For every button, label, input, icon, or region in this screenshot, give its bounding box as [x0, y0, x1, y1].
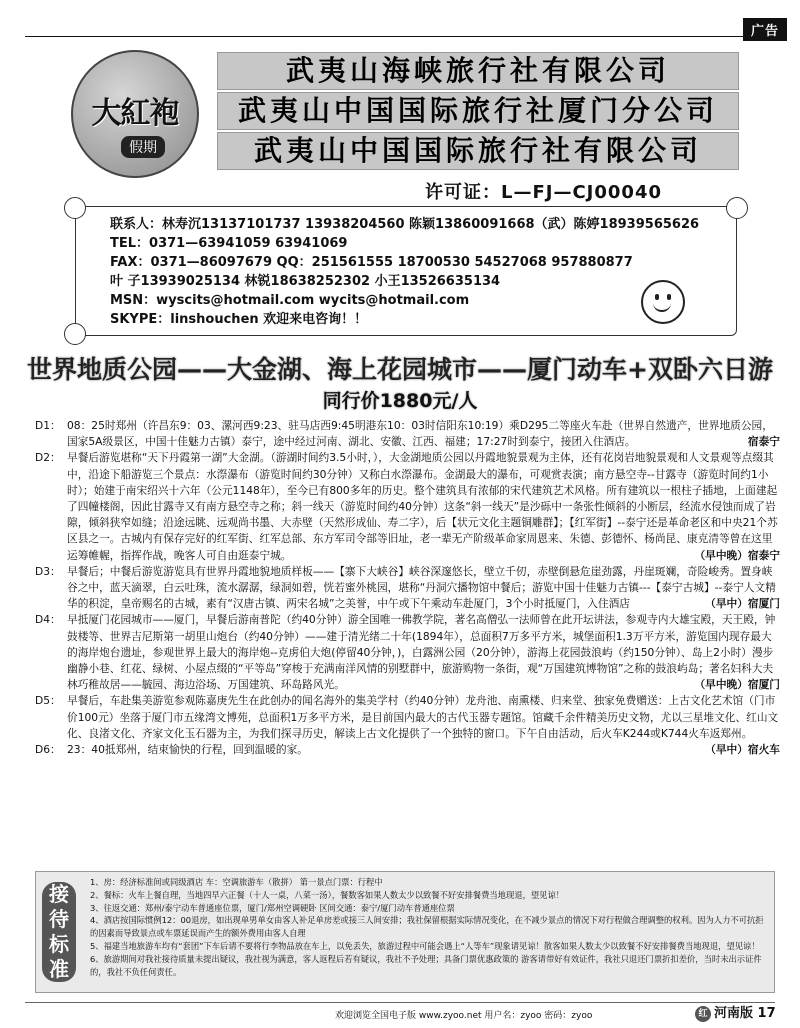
day-meals-lodging: （早中晚）宿厦门	[694, 678, 780, 692]
price: 同行价1880元/人	[322, 390, 478, 412]
license-number: 许可证：L—FJ—CJ00040	[425, 182, 662, 203]
day-meals-lodging: 宿泰宁	[747, 435, 780, 449]
ad-tag: 广告	[743, 18, 787, 41]
page-tag	[695, 1002, 776, 1022]
edition-label: 河南版	[714, 1006, 754, 1021]
day-label: D4：	[35, 613, 61, 627]
day-text: 早抵厦门花园城市——厦门，早餐后游南普陀（约40分钟）游全国唯一佛教学院，著名高僧弘一法师曾在此开坛讲法，参观寺内大雄宝殿，天王殿，钟鼓楼等、世界吉尼斯第一胡里山炮台（约40分钟）——建于清光绪二十年(1894年），总面积7万多平方米，城堡面积1.3万平方米，游览国内现存最大的海岸炮台遗址，参观世界上最大的海岸炮--克虏伯大炮(停留40分钟，)，白露洲公园（20分钟），游海上花园鼓浪屿（约150分钟）、岛上2小时）漫步幽静小巷、红花、绿树、小屋点缀的“平等岛”穿梭于充满南洋风情的别墅群中，旅游购物一条街，观“万国建筑博物馆”之称的鼓浪屿岛；著名妇科大夫林巧稚故居——毓园、海边浴场、万国建筑、环岛路风光。	[67, 613, 776, 692]
contact-fax-qq: FAX：0371—86097679 QQ：251561555 18700530 54527068 957880877	[110, 255, 633, 270]
standards-item: 1、房：经济标准间或同级酒店 车：空调旅游车（散拼） 第一景点门票：行程中	[90, 877, 383, 887]
itinerary-day	[35, 418, 780, 450]
contact-people-2: 叶 子13939025134 林锐18638252302 小王13526635134	[110, 274, 501, 289]
scroll-curl-icon	[64, 323, 86, 345]
day-label: D1：	[35, 419, 61, 432]
company-name-3: 武夷山中国国际旅行社有限公司	[217, 132, 739, 170]
day-meals-lodging: （早中）宿厦门	[705, 597, 780, 611]
page-frame	[5, 6, 795, 1022]
logo-subtitle: 假期	[121, 136, 165, 158]
scroll-curl-icon	[64, 197, 86, 219]
page-number: 17	[757, 1006, 776, 1021]
contact-msn: MSN：wyscits@hotmail.com wycits@hotmail.com	[110, 293, 470, 308]
logo-title: 大紅袍	[91, 96, 179, 131]
scroll-curl-icon	[726, 197, 748, 219]
contact-tel: TEL：0371—63941059 63941069	[110, 236, 348, 251]
itinerary-day	[35, 564, 780, 613]
day-text: 08：25时郑州（许昌东9：03、漯河西9:23、驻马店西9:45明港东10：03时信阳东10:19）乘D295二等座火车赴（世界自然遗产，世界地质公园，国家5A级景区，中国十佳魅力古镇）泰宁，途中经过河南、湖北、安徽、江西、福建；17:27时到泰宁，接团入住酒店。	[67, 419, 773, 449]
day-label: D3：	[35, 564, 61, 578]
day-label: D5：	[35, 694, 61, 708]
day-meals-lodging: （早中晚）宿泰宁	[694, 548, 780, 562]
standards-tag-char: 准	[49, 957, 69, 981]
route-title: 世界地质公园——大金湖、海上花园城市——厦门动车+双卧六日游	[27, 355, 773, 384]
standards-item: 6、旅游期间对我社接待质量未提出疑议，我社视为满意，客人返程后若有疑议，我社不予处理；具备门票优惠政策的 游客请带好有效证件，我社只退还门票折扣差价，当时未出示证件的，我社不负任何责任。	[90, 953, 762, 977]
contact-scroll	[75, 206, 737, 336]
brand-circle-icon: 红	[695, 1006, 711, 1022]
standards-item: 5、福建当地旅游车均有“套团”下车后请不要将行李物品放在车上，以免丢失，旅游过程中可能会遇上“人等车”现象请见谅！散客如果人数太少以致餐不好安排餐费当地现退，望见谅！	[90, 940, 760, 951]
brand-logo	[71, 50, 199, 178]
company-name-1: 武夷山海峡旅行社有限公司	[217, 52, 739, 90]
standards-tag-char: 接	[49, 882, 69, 906]
contact-people: 联系人：林寿沉13137101737 13938204560 陈颖13860091668（武）陈婷18939565626	[110, 217, 700, 232]
itinerary-day	[35, 742, 780, 758]
header-rule	[25, 36, 751, 37]
service-standards	[35, 871, 775, 993]
standards-item: 2、餐标：火车上餐自理，当地四早六正餐（十人一桌，八菜一汤），餐数客如果人数太少以致餐不好安排餐费当地现退，望见谅！	[90, 889, 565, 900]
smiley-icon	[641, 280, 685, 324]
standards-item: 4、酒店按国际惯例12：00退房，如出现单男单女由客人补足单房差或接三人间安排；我社保留根据实际情况变化，在不减少景点的情况下对行程做合理调整的权利。因为人力不可抗拒的因素而导致景点或车票延误而产生的额外费用由客人自理	[90, 915, 764, 939]
itinerary-day	[35, 450, 780, 563]
day-label: D2：	[35, 451, 61, 465]
day-text: 23：40抵郑州，结束愉快的行程，回到温暖的家。	[67, 743, 308, 757]
standards-tag-char: 待	[49, 907, 69, 931]
day-meals-lodging: （早中）宿火车	[705, 743, 780, 757]
day-label: D6：	[35, 743, 61, 757]
standards-tag	[42, 882, 76, 982]
footer-text: 欢迎浏览全国电子版 www.zyoo.net 用户名：zyoo 密码：zyoo	[335, 1011, 593, 1021]
day-text: 早餐后；中餐后游览游览具有世界丹霞地貌地质样板——【寨下大峡谷】峡谷深邃悠长，壁立千仞，赤壁倒悬危崖劲露，丹崖斑斓，奇险峻秀。置身峡谷之中，蓝天滴翠，白云吐珠，流水潺潺，绿洞如碧，恍若蜜外桃园，堪称“丹洞穴播物馆中餐后；游览中国十佳魅力古镇---【泰宁古城】--泰宁人文精华的积淀，皇帝赐名的古城，素有“汉唐古镇、两宋名城”之美誉，中午或下午乘动车赴厦门，3个小时抵厦门，入住酒店	[67, 564, 776, 611]
day-text: 早餐后，车赴集美游览参观陈嘉庚先生在此创办的闻名海外的集美学村（约40分钟）龙舟池、南熏楼、归来堂、独家免费赠送：上古文化艺术馆（门市价100元）坐落于厦门市五缘湾文博苑，总面积1万多平方米，是目前国内最大的古代玉器专题馆。馆藏千余件精美历史文物，尤以三星堆文化、红山文化、良渚文化、齐家文化玉石器为主，为我们探寻历史，解读上古文化提供了一个独特的窗口。下午自由活动，后火车K244或K744火车返郑州。	[67, 694, 779, 740]
standards-list	[90, 876, 768, 978]
footer-rule	[25, 1002, 775, 1003]
contact-skype: SKYPE：linshouchen 欢迎来电咨询！！	[110, 312, 368, 327]
itinerary-day	[35, 612, 780, 693]
standards-tag-char: 标	[49, 932, 69, 956]
itinerary	[35, 418, 780, 758]
company-name-2: 武夷山中国国际旅行社厦门分公司	[217, 92, 739, 130]
standards-item: 3、往返交通：郑州/泰宁动车普通座位票，厦门/郑州空调硬卧 区间交通：泰宁/厦门动车普通座位票	[90, 902, 455, 913]
day-text: 早餐后游览堪称“天下丹霞第一湖”大金湖。（游湖时间约3.5小时，），大金湖地质公园以丹霞地貌景观为主体，还有花岗岩地貌景观和人文景观等点缀其中，沿途下船游览三个景点：水漈瀑布（游览时间约30分钟）又称白水漈瀑布。金湖最大的瀑布，可观赏表演；南方悬空寺--甘露寺（游览时间约1小时）；始建于南宋绍兴十六年（公元1148年），至今已有800多年的历史。整个建筑具有浓郁的宋代建筑艺术风格。所有建筑以一根柱子插地，上面建起了四幢楼阁，因此甘露寺又有南方悬空寺之称；斜一线天（游览时间约40分钟）这条“斜一线天”是沙砾中一条张性倾斜的小断层，经流水侵蚀而成了岩隙，倾斜狭窄如缝；沿途远眺、远观尚书墨、大赤壁（天然形成仙、寿二字），后【状元文化主题铜雕群】；【红军街】--泰宁还是革命老区和中央21个苏区县之一。古城内有保存完好的红军街、红军总部、东方军司令部等旧址，老一辈无产阶级革命家周恩来、朱德、彭德怀、杨尚昆、康克清等曾在这里运筹帷幄，指挥作战，晚客人可自由逛泰宁城。	[67, 451, 778, 562]
